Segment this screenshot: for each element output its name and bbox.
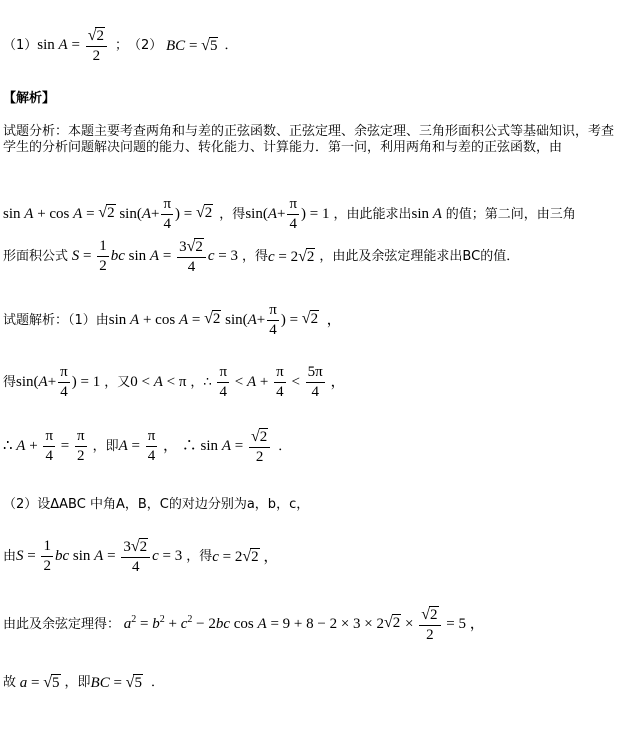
solution-l2-prefix: 得 <box>3 374 17 390</box>
solution-l3-eq2: A = $\frac{\pi}{4}$ ， ∴ sin A = √ 2 2 <box>119 428 273 465</box>
solution-l2-end: ，∴ <box>190 374 212 390</box>
answer-part2-label: （2） <box>127 37 163 53</box>
solution-p2-c-eq: c = 2 √ 2 ， <box>212 547 279 565</box>
solution-l3-end: ． <box>278 438 292 454</box>
analysis-text-de: ，得 <box>219 206 246 222</box>
solution-part2-text: （2）设ΔABC 中角A，B，C的对边分别为a，b，c， <box>3 496 310 512</box>
solution-p2-l4-end: ． <box>150 674 164 690</box>
analysis-eq1: sin A + cos A = √ 2 sin(A+ $\frac{\pi}{4}$ ) = √ 2 <box>3 195 213 232</box>
analysis-eq2: sin(A+ $\frac{\pi}{4}$ ) = 1 <box>245 195 330 232</box>
solution-l2-ineq2: $\frac{\pi}{4}$ < A + $\frac{\pi}{4}$ < $\frac{5\pi}{4}$ ， <box>219 363 346 400</box>
analysis-text-de2: ，得 <box>241 248 268 264</box>
solution-line-2 <box>3 364 626 400</box>
solution-part2-line-2 <box>3 538 626 574</box>
solution-p2-bc-eq: BC = √ 5 <box>90 673 142 691</box>
analysis-paragraph: 试题分析：本题主要考查两角和与差的正弦函数、正弦定理、余弦定理、三角形面积公式等基础知识，考查学生的分析问题解决问题的能力、转化能力、计算能力．第一问，利用两角和与差的正弦函数，由 <box>3 124 615 155</box>
jiexi-tag: 【解析】 <box>3 90 56 106</box>
solution-part2-line <box>3 496 626 512</box>
solution-part2-line-4 <box>3 670 626 694</box>
solution-part2-line-3 <box>3 606 626 642</box>
answer-end: ． <box>224 37 238 53</box>
solution-l2-eq1: sin(A+ $\frac{\pi}{4}$ ) = 1 <box>16 363 101 400</box>
answer-sep: ； <box>114 37 128 53</box>
solution-l3-mid: ，即 <box>92 438 119 454</box>
solution-p2-cos-eq: $a^2 = b^2 + c^2 - 2bc$ cos A = 9 + 8 − 2 × 3 × 2 √ 2 × √ 2 2 = 5 ， <box>123 605 485 643</box>
solution-p2-l2-mid: ，得 <box>186 548 213 564</box>
analysis-sinA: sin A <box>411 205 442 222</box>
solution-eq1: sin A + cos A = √ 2 sin(A+ $\frac{\pi}{4}$ ) = √ 2 ， <box>108 301 342 338</box>
answer-line <box>3 28 626 62</box>
solution-line-3 <box>3 428 626 464</box>
analysis-text-qiuchu: ，由此能求出 <box>333 206 412 222</box>
solution-p2-l3-prefix: 由此及余弦定理得： <box>3 616 121 632</box>
solution-head: 试题解析：（1）由 <box>3 312 109 328</box>
solution-p2-l4-mid: ，即 <box>64 674 91 690</box>
solution-p2-l4-prefix: 故 <box>3 674 17 690</box>
solution-p2-a-eq: a = √ 5 <box>19 673 60 691</box>
analysis-line-4 <box>3 238 626 274</box>
analysis-area-eq: S = $\frac{1}{2}$ bc sin A = 3 √ 2 4 c = 3 <box>71 237 238 275</box>
analysis-text-dier: 的值；第二问，由三角 <box>445 206 576 222</box>
solution-line-1 <box>3 302 626 338</box>
solution-p2-l2-prefix: 由 <box>3 548 17 564</box>
solution-p2-area-eq: S = $\frac{1}{2}$ bc sin A = 3 √ 2 4 c = 3 <box>16 537 183 575</box>
answer-part1-label: （1） <box>3 37 38 53</box>
answer-part2-expr: BC = √ 5 <box>166 36 218 54</box>
jiexi-heading <box>3 90 626 106</box>
analysis-text-bc: ，由此及余弦定理能求出BC的值． <box>319 248 520 264</box>
analysis-line-3 <box>3 196 626 232</box>
solution-l2-ineq1: 0 < A < π <box>130 373 187 390</box>
solution-l2-mid: ，又 <box>104 374 131 390</box>
solution-l3-eq1: ∴ A + $\frac{\pi}{4}$ = $\frac{\pi}{2}$ <box>3 427 85 464</box>
analysis-c-eq: c = 2 √ 2 <box>268 247 315 265</box>
analysis-text-area: 形面积公式 <box>3 248 69 264</box>
answer-part1-expr: sin A = √ 2 2 <box>37 27 109 64</box>
